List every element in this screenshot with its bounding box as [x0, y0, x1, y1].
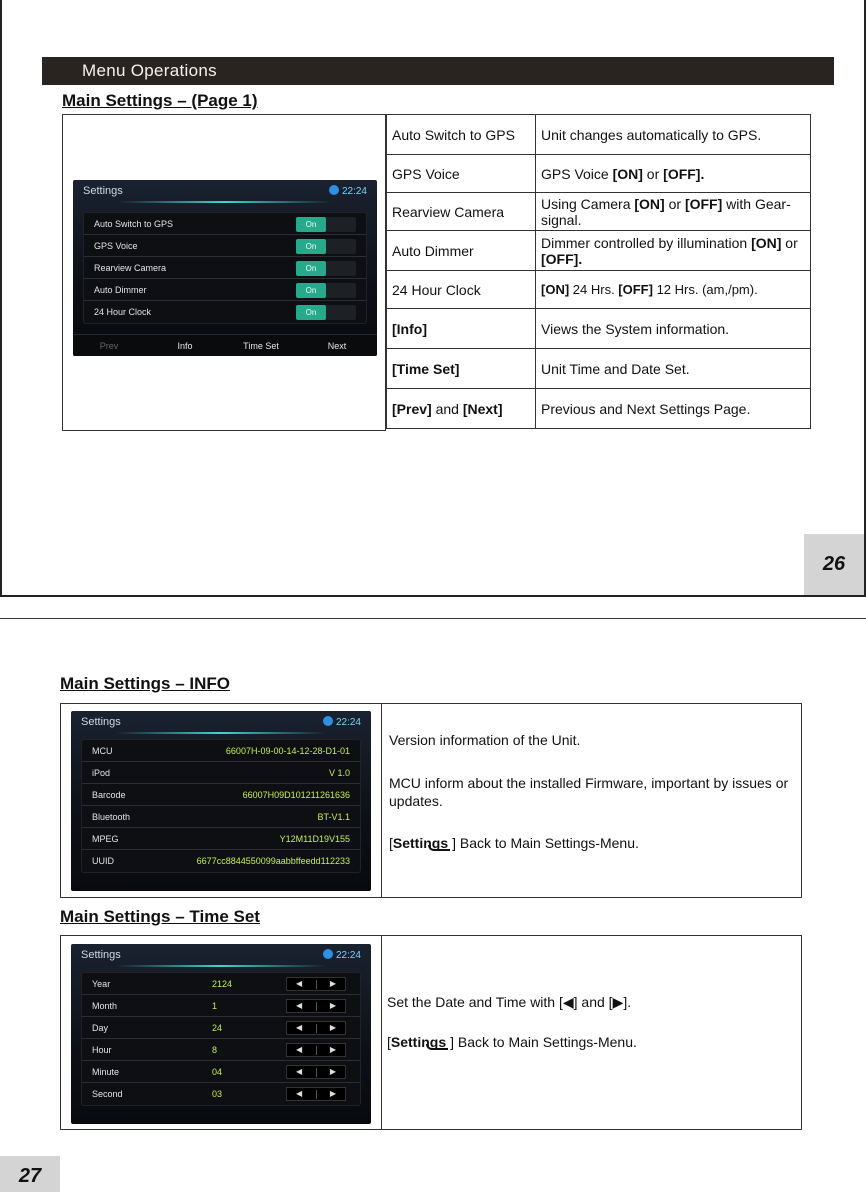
row-value: 66007H09D101211261636 — [242, 790, 350, 800]
table-cell: Unit Time and Date Set. — [536, 349, 811, 389]
stepper[interactable] — [286, 1043, 346, 1057]
table-cell: [Prev] and [Next] — [387, 389, 536, 429]
stepper-divider — [316, 980, 317, 989]
row-value: 24 — [212, 1023, 223, 1033]
timeset-text-frame — [381, 935, 802, 1130]
settings-screen-page1 — [73, 180, 377, 356]
timeset-text-1: Set the Date and Time with [◀] and [▶]. — [387, 994, 632, 1010]
right-arrow-icon[interactable]: ▶ — [329, 1045, 336, 1054]
table-cell: [Info] — [387, 309, 536, 349]
row-label: Year — [92, 979, 111, 989]
info-text-frame — [381, 703, 802, 898]
screen-clock — [323, 716, 361, 728]
screen-title: Settings — [83, 185, 123, 197]
menu-operations-header — [42, 57, 834, 85]
row-label: Auto Switch to GPS — [94, 219, 174, 229]
list-item — [82, 1083, 360, 1105]
row-value: 6677cc8844550099aabbffeedd112233 — [196, 856, 350, 866]
info-list — [81, 739, 361, 873]
return-arrow-icon — [428, 845, 450, 851]
row-label: 24 Hour Clock — [94, 307, 152, 317]
table-cell: Views the System information. — [536, 309, 811, 349]
row-value: V 1.0 — [328, 768, 350, 778]
toggle-label: On — [296, 217, 326, 232]
page-number: 26 — [804, 534, 864, 595]
table-cell: GPS Voice — [387, 155, 536, 193]
stepper-divider — [316, 1068, 317, 1077]
toggle-label: On — [296, 283, 326, 298]
list-item — [82, 806, 360, 828]
screen-frame-timeset — [60, 935, 382, 1130]
header-glow — [116, 732, 326, 734]
clock-icon — [323, 949, 333, 959]
settings-list — [83, 212, 367, 324]
left-arrow-icon[interactable]: ◀ — [296, 1023, 303, 1032]
right-arrow-icon[interactable]: ▶ — [329, 979, 336, 988]
screen-clock — [323, 949, 361, 961]
row-label: iPod — [92, 768, 111, 778]
row-label: Hour — [92, 1045, 112, 1055]
stepper-divider — [316, 1090, 317, 1099]
list-item[interactable] — [84, 301, 366, 323]
row-value: 1 — [212, 1001, 218, 1011]
row-value: 03 — [212, 1089, 223, 1099]
header-glow — [119, 201, 332, 203]
row-label: Second — [92, 1089, 123, 1099]
row-label: Day — [92, 1023, 109, 1033]
table-cell: 24 Hour Clock — [387, 271, 536, 309]
list-item — [82, 784, 360, 806]
stepper[interactable] — [286, 999, 346, 1013]
toggle-switch[interactable] — [296, 217, 356, 232]
toggle-label: On — [296, 305, 326, 320]
section-title-info: Main Settings – INFO — [60, 674, 231, 693]
clock-icon — [329, 185, 339, 195]
table-cell: Unit changes automatically to GPS. — [536, 115, 811, 155]
stepper[interactable] — [286, 1065, 346, 1079]
screen-frame-page1 — [62, 114, 386, 431]
table-cell: Auto Dimmer — [387, 231, 536, 271]
right-arrow-icon[interactable]: ▶ — [329, 1001, 336, 1010]
stepper-divider — [316, 1002, 317, 1011]
info-text-1: Version information of the Unit. — [389, 732, 581, 748]
left-arrow-icon[interactable]: ◀ — [296, 1067, 303, 1076]
row-value: Y12M11D19V155 — [279, 834, 350, 844]
list-item[interactable] — [84, 235, 366, 257]
section-title-timeset: Main Settings – Time Set — [60, 907, 260, 926]
row-label: Barcode — [92, 790, 126, 800]
row-label: MPEG — [92, 834, 119, 844]
right-arrow-icon[interactable]: ▶ — [329, 1023, 336, 1032]
clock-time: 22:24 — [335, 950, 361, 961]
table-cell: Auto Switch to GPS — [387, 115, 536, 155]
table-row — [387, 155, 811, 193]
table-row — [387, 309, 811, 349]
left-arrow-icon[interactable]: ◀ — [296, 1001, 303, 1010]
row-label: UUID — [92, 856, 114, 866]
row-label: Auto Dimmer — [94, 285, 147, 295]
toggle-label: On — [296, 239, 326, 254]
clock-time: 22:24 — [335, 717, 361, 728]
list-item — [82, 828, 360, 850]
list-item[interactable] — [84, 213, 366, 235]
screen-frame-info — [60, 703, 382, 898]
list-item — [82, 995, 360, 1017]
time-set-button[interactable]: Time Set — [243, 341, 279, 351]
table-row — [387, 389, 811, 429]
row-value: BT-V1.1 — [317, 812, 350, 822]
header-glow — [116, 965, 326, 967]
prev-button[interactable]: Prev — [99, 341, 119, 351]
info-screen — [71, 711, 371, 891]
left-arrow-icon[interactable]: ◀ — [296, 1045, 303, 1054]
row-label: Month — [92, 1001, 118, 1011]
next-button[interactable]: Next — [327, 341, 347, 351]
row-label: GPS Voice — [94, 241, 138, 251]
stepper-divider — [316, 1046, 317, 1055]
info-text-3: [Settings ] Back to Main Settings-Menu. — [389, 835, 639, 851]
table-cell: [Time Set] — [387, 349, 536, 389]
stepper-divider — [316, 1024, 317, 1033]
right-arrow-icon[interactable]: ▶ — [329, 1089, 336, 1098]
screen-navbar — [73, 334, 377, 356]
toggle-label: On — [296, 261, 326, 276]
list-item — [82, 850, 360, 872]
timeset-list — [81, 972, 361, 1106]
screen-title: Settings — [81, 949, 121, 961]
list-item — [82, 973, 360, 995]
table-cell: [ON] 24 Hrs. [OFF] 12 Hrs. (am,/pm). — [536, 271, 811, 309]
left-arrow-icon[interactable]: ◀ — [296, 979, 303, 988]
stepper[interactable] — [286, 1021, 346, 1035]
toggle-switch[interactable] — [296, 261, 356, 276]
screen-clock — [329, 185, 367, 197]
row-label: MCU — [92, 746, 113, 756]
header-title: Menu Operations — [82, 61, 217, 80]
screen-header — [73, 180, 377, 202]
list-item[interactable] — [84, 257, 366, 279]
list-item — [82, 1061, 360, 1083]
row-label: Minute — [92, 1067, 120, 1077]
stepper[interactable] — [286, 1087, 346, 1101]
table-row — [387, 193, 811, 231]
list-item — [82, 762, 360, 784]
toggle-switch[interactable] — [296, 283, 356, 298]
page-27 — [0, 618, 866, 1192]
return-arrow-icon — [426, 1044, 448, 1050]
stepper[interactable] — [286, 977, 346, 991]
list-item[interactable] — [84, 279, 366, 301]
table-cell: Dimmer controlled by illumination [ON] or [OFF]. — [536, 231, 811, 271]
table-cell: GPS Voice [ON] or [OFF]. — [536, 155, 811, 193]
page-number: 27 — [0, 1156, 60, 1192]
table-cell: Using Camera [ON] or [OFF] with Gear-signal. — [536, 193, 811, 231]
list-item — [82, 740, 360, 762]
row-value: 66007H-09-00-14-12-28-D1-01 — [225, 746, 350, 756]
info-button[interactable]: Info — [177, 341, 193, 351]
row-label: Rearview Camera — [94, 263, 167, 273]
table-row — [387, 349, 811, 389]
screen-header — [71, 711, 371, 733]
table-cell: Rearview Camera — [387, 193, 536, 231]
table-row — [387, 115, 811, 155]
right-arrow-icon[interactable]: ▶ — [329, 1067, 336, 1076]
list-item — [82, 1017, 360, 1039]
row-label: Bluetooth — [92, 812, 131, 822]
table-cell: Previous and Next Settings Page. — [536, 389, 811, 429]
left-arrow-icon[interactable]: ◀ — [296, 1089, 303, 1098]
screen-title: Settings — [81, 716, 121, 728]
settings-description-table — [386, 114, 811, 429]
row-value: 2124 — [212, 979, 233, 989]
table-row — [387, 231, 811, 271]
info-text-2: MCU inform about the installed Firmware, important by issues or updates. — [389, 775, 789, 809]
right-arrow-icon: ▶ — [612, 994, 624, 1010]
timeset-text-2: [Settings ] Back to Main Settings-Menu. — [387, 1034, 637, 1050]
timeset-screen — [71, 944, 371, 1124]
section-title-page1: Main Settings – (Page 1) — [62, 91, 258, 110]
clock-icon — [323, 716, 333, 726]
row-value: 04 — [212, 1067, 223, 1077]
row-value: 8 — [212, 1045, 218, 1055]
toggle-switch[interactable] — [296, 239, 356, 254]
clock-time: 22:24 — [341, 186, 367, 197]
screen-header — [71, 944, 371, 966]
table-row — [387, 271, 811, 309]
toggle-switch[interactable] — [296, 305, 356, 320]
left-arrow-icon: ◀ — [562, 994, 574, 1010]
list-item — [82, 1039, 360, 1061]
